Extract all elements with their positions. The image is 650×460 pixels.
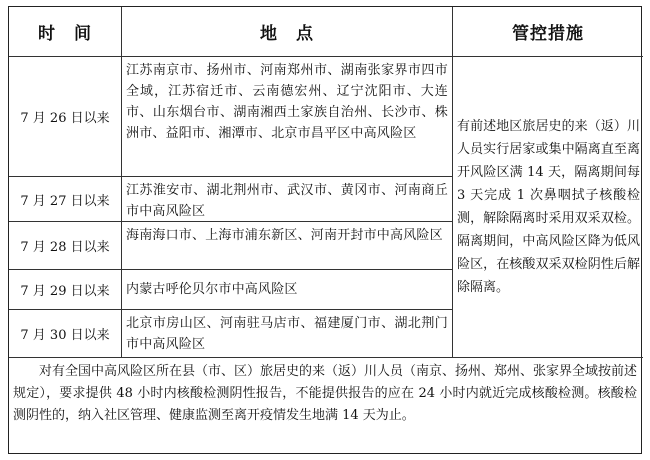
row-date: 7 月 26 日以来 <box>9 57 122 177</box>
row-date: 7 月 30 日以来 <box>9 310 122 358</box>
measures-text: 有前述地区旅居史的来（返）川人员实行居家或集中隔离直至离开风险区满 14 天，隔离期间每 3 天完成 1 次鼻咽拭子核酸检测，解除隔离时采用双采双检。隔离期间，中高风险区降为低风险区，在核酸双采双检阴性后解除隔离。 <box>457 119 640 295</box>
row-date: 7 月 28 日以来 <box>9 222 122 270</box>
row-places: 江苏淮安市、湖北荆州市、武汉市、黄冈市、河南商丘市中高风险区 <box>122 177 453 222</box>
row-date: 7 月 29 日以来 <box>9 270 122 310</box>
header-time: 时 间 <box>9 7 122 57</box>
control-measures-table <box>8 6 642 454</box>
row-places: 内蒙古呼伦贝尔市中高风险区 <box>122 270 453 310</box>
row-places: 江苏南京市、扬州市、河南郑州市、湖南张家界市四市全域，江苏宿迁市、云南德宏州、辽宁沈阳市、大连市、山东烟台市、湖南湘西土家族自治州、长沙市、株洲市、益阳市、湘潭市、北京市昌平区中高风险区 <box>122 57 453 177</box>
measures-cell <box>453 57 643 358</box>
row-date: 7 月 27 日以来 <box>9 177 122 222</box>
row-places: 北京市房山区、河南驻马店市、福建厦门市、湖北荆门市中高风险区 <box>122 310 453 358</box>
footer-note <box>9 358 643 455</box>
header-place: 地 点 <box>122 7 453 57</box>
footer-text: 对有全国中高风险区所在县（市、区）旅居史的来（返）川人员（南京、扬州、郑州、张家界全域按前述规定），要求提供 48 小时内核酸检测阴性报告，不能提供报告的应在 24 小时内就近完成核酸检测。核酸检测阴性的，纳入社区管理、健康监测至离开疫情发生地满 14 天为止。 <box>13 364 638 423</box>
row-places: 海南海口市、上海市浦东新区、河南开封市中高风险区 <box>122 222 453 270</box>
header-measures: 管控措施 <box>453 7 643 57</box>
